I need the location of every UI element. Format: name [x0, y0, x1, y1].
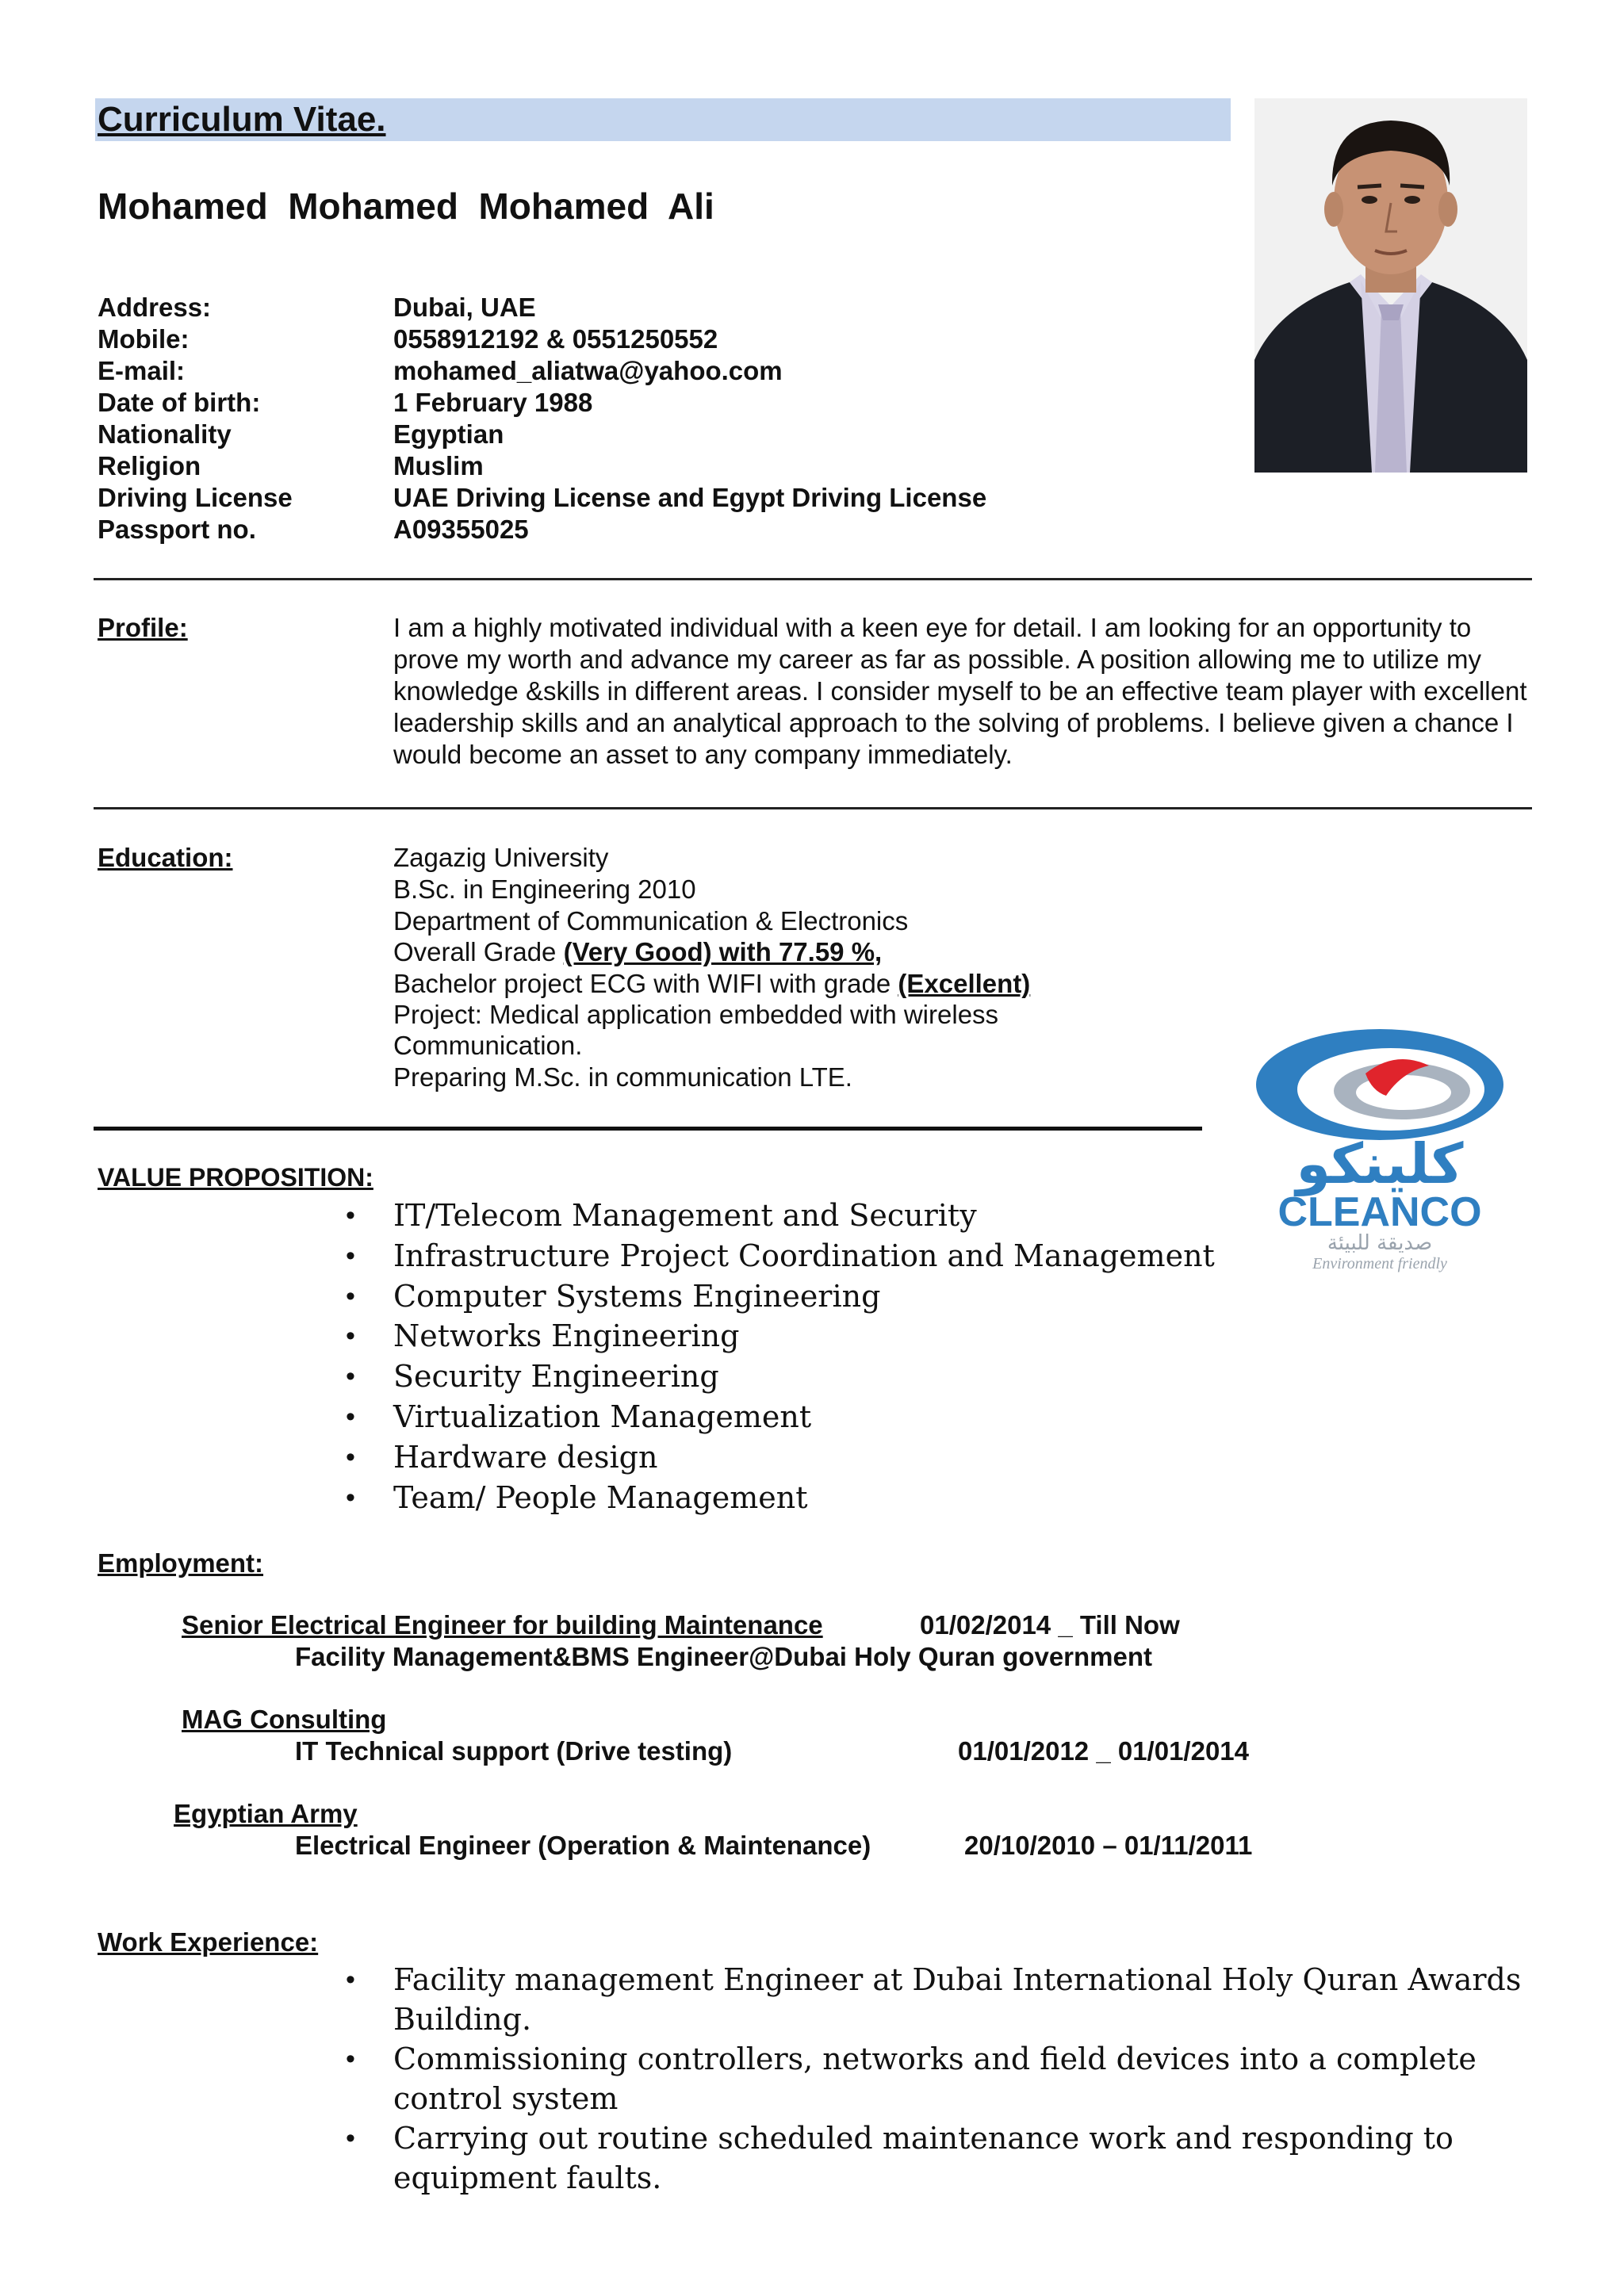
passport-label: Passport no. — [98, 515, 256, 544]
education-label: Education: — [98, 843, 233, 872]
education-department: Department of Communication & Electronics — [393, 906, 909, 936]
job-title: MAG Consulting — [182, 1705, 387, 1734]
email-value: mohamed_aliatwa@yahoo.com — [393, 356, 783, 385]
employment-label: Employment: — [98, 1548, 264, 1578]
profile-photo — [1254, 98, 1527, 473]
list-item: • Commissioning controllers, networks and field devices into a complete control system — [346, 2042, 1477, 2116]
nationality-label: Nationality — [98, 419, 232, 449]
grade-value: (Very Good) with 77.59 %, — [563, 937, 883, 966]
list-item: • Facility management Engineer at Dubai International Holy Quran Awards Building. — [346, 1962, 1522, 2037]
education-university: Zagazig University — [393, 843, 609, 872]
divider — [94, 578, 1532, 580]
job-dates: 01/02/2014 _ Till Now — [920, 1610, 1180, 1640]
list-item-text: Facility management Engineer at Dubai International Holy Quran Awards Building. — [393, 1962, 1522, 2037]
education-project-line1: Project: Medical application embedded with wireless — [393, 1000, 999, 1029]
dob-label: Date of birth: — [98, 388, 261, 417]
list-item-text: Virtualization Management — [393, 1399, 812, 1434]
education-grade — [393, 936, 882, 968]
profile-label: Profile: — [98, 613, 188, 642]
job-dates: 01/01/2012 _ 01/01/2014 — [958, 1736, 1250, 1766]
job-dates: 20/10/2010 – 01/11/2011 — [964, 1831, 1253, 1860]
address-value: Dubai, UAE — [393, 293, 536, 322]
project-grade: (Excellent) — [898, 969, 1031, 998]
mobile-value: 0558912192 & 0551250552 — [393, 324, 718, 354]
list-item-text: Team/ People Management — [393, 1479, 808, 1515]
portrait-image — [1254, 98, 1527, 473]
list-item: • Infrastructure Project Coordination and Management — [346, 1238, 1215, 1273]
grade-prefix: Overall Grade — [393, 937, 564, 966]
logo-tagline: Environment friendly — [1312, 1255, 1447, 1272]
mobile-label: Mobile: — [98, 324, 190, 354]
nationality-value: Egyptian — [393, 419, 504, 449]
list-item: • Virtualization Management — [346, 1399, 812, 1434]
education-degree: B.Sc. in Engineering 2010 — [393, 874, 696, 904]
job-detail: Electrical Engineer (Operation & Maintenance) — [295, 1831, 871, 1860]
list-item: • Networks Engineering — [346, 1318, 740, 1354]
list-item-text: Computer Systems Engineering — [393, 1278, 881, 1314]
email-label: E-mail: — [98, 356, 186, 385]
list-item-text: Carrying out routine scheduled maintenance work and responding to equipment faults. — [393, 2121, 1454, 2195]
religion-value: Muslim — [393, 451, 484, 480]
address-label: Address: — [98, 293, 212, 322]
list-item: • Carrying out routine scheduled maintenance work and responding to equipment faults. — [346, 2121, 1454, 2195]
list-item-text: IT/Telecom Management and Security — [393, 1198, 977, 1233]
logo-brand: CLEANCO — [1277, 1189, 1482, 1235]
work-experience-list — [341, 1960, 1546, 2198]
job-title: Senior Electrical Engineer for building Maintenance — [182, 1610, 823, 1640]
cleanco-logo — [1221, 1023, 1538, 1276]
work-experience-label: Work Experience: — [98, 1927, 319, 1957]
passport-value: A09355025 — [393, 515, 529, 544]
education-project — [393, 968, 1030, 1000]
document-title: Curriculum Vitae. — [98, 100, 386, 139]
job-detail: Facility Management&BMS Engineer@Dubai Holy Quran government — [295, 1642, 1153, 1671]
list-item-text: Commissioning controllers, networks and field devices into a complete control system — [393, 2042, 1477, 2116]
value-proposition-label: VALUE PROPOSITION: — [98, 1163, 373, 1192]
divider — [94, 807, 1532, 809]
list-item: • Team/ People Management — [346, 1479, 808, 1515]
driving-license-value: UAE Driving License and Egypt Driving License — [393, 483, 987, 512]
list-item: • IT/Telecom Management and Security — [346, 1198, 977, 1233]
list-item-text: Infrastructure Project Coordination and Management — [393, 1238, 1215, 1273]
job-detail: IT Technical support (Drive testing) — [295, 1736, 733, 1766]
education-msc: Preparing M.Sc. in communication LTE. — [393, 1062, 852, 1092]
list-item-text: Hardware design — [393, 1439, 658, 1475]
project-prefix: Bachelor project ECG with WIFI with grade — [393, 969, 898, 998]
education-project-line2: Communication. — [393, 1031, 583, 1060]
value-proposition-list — [341, 1196, 1215, 1517]
list-item: • Computer Systems Engineering — [346, 1278, 881, 1314]
cleanco-logo-icon — [1221, 1023, 1538, 1276]
logo-tagline-arabic: صديقة للبيئة — [1327, 1231, 1433, 1255]
candidate-name: Mohamed Mohamed Mohamed Ali — [98, 186, 714, 227]
list-item: • Hardware design — [346, 1439, 658, 1475]
job-title: Egyptian Army — [174, 1799, 358, 1828]
religion-label: Religion — [98, 451, 201, 480]
dob-value: 1 February 1988 — [393, 388, 593, 417]
driving-license-label: Driving License — [98, 483, 293, 512]
profile-text: I am a highly motivated individual with a keen eye for detail. I am looking for an opportunity to prove my worth and advance my career as far as possible. A position allowing me to utilize my knowledge &skills in different areas. I consider myself to be an effective team player with excellent leadership skills and an analytical approach to the solving of problems. I believe given a chance I would become an asset to any company immediately. — [393, 613, 1527, 769]
divider-thick — [94, 1127, 1202, 1131]
logo-arabic: كلينكو — [1296, 1131, 1464, 1196]
list-item-text: Networks Engineering — [393, 1318, 740, 1354]
list-item: • Security Engineering — [346, 1359, 719, 1395]
list-item-text: Security Engineering — [393, 1359, 719, 1395]
